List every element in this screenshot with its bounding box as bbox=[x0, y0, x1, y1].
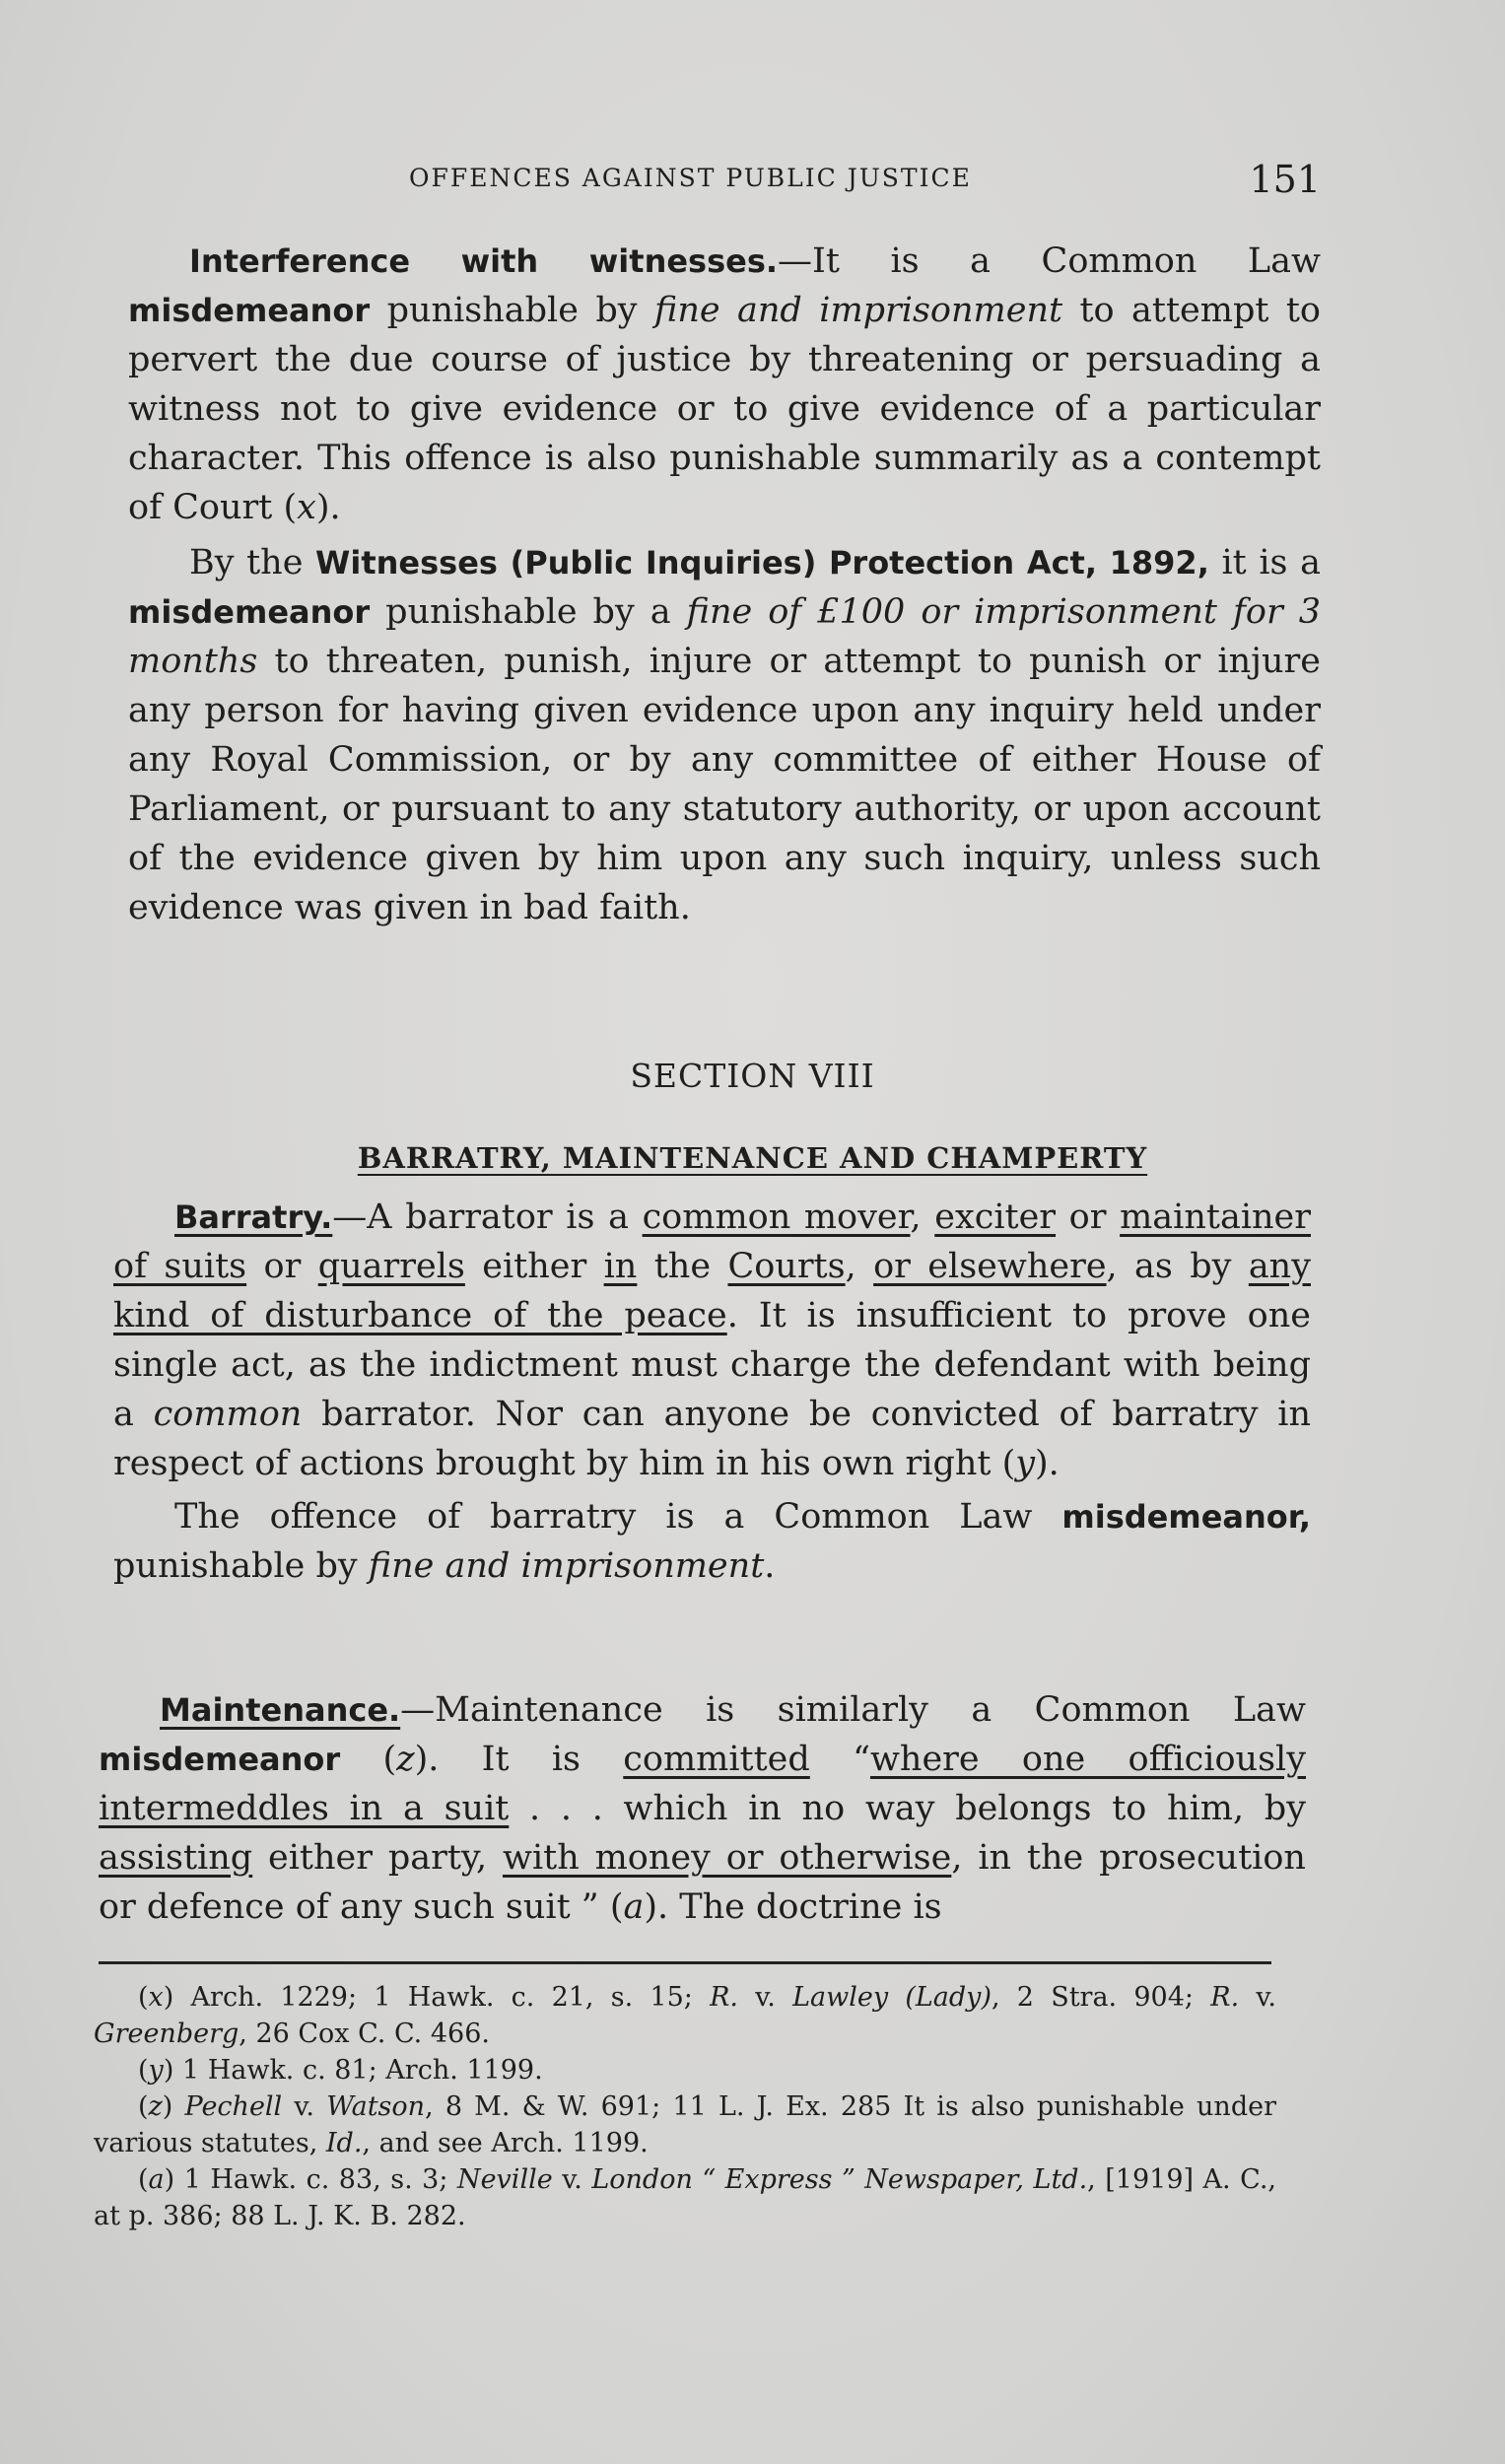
underlined-text: quarrels bbox=[317, 1247, 465, 1286]
italic-text: Neville bbox=[456, 2164, 553, 2195]
italic-text: R. bbox=[710, 1982, 739, 2013]
underlined-text: common mover bbox=[642, 1198, 911, 1237]
footnote bbox=[94, 2161, 1276, 2234]
text-run: “ bbox=[809, 1740, 870, 1779]
text-run: —Maintenance is similarly a Common Law bbox=[400, 1690, 1306, 1730]
paragraph bbox=[128, 538, 1321, 932]
text-run: it is a bbox=[1208, 543, 1321, 582]
text-run: ) 1 Hawk. c. 81; Arch. 1199. bbox=[163, 2055, 543, 2086]
text-run: , as by bbox=[1106, 1247, 1249, 1286]
text-run: or bbox=[1056, 1198, 1121, 1237]
bold-term: misdemeanor bbox=[128, 292, 371, 329]
bold-term: Barratry. bbox=[174, 1198, 333, 1236]
text-run: , [1919] A. C., at p. 386; 88 L. J. K. B. 282. bbox=[94, 2164, 1276, 2231]
paragraph bbox=[128, 237, 1321, 532]
text-run: , bbox=[845, 1247, 874, 1286]
text-run: By the bbox=[189, 543, 316, 582]
witnesses-section bbox=[128, 237, 1321, 932]
text-run: ( bbox=[138, 2091, 149, 2122]
italic-text: Id. bbox=[325, 2128, 363, 2158]
italic-text: y bbox=[148, 2055, 164, 2086]
text-run: to attempt to pervert the due course of justice by threatening or persuading a witness not to give evidence or to give evidence of a particular character. This offence is also punishable summarily as a contempt of Court ( bbox=[128, 291, 1321, 527]
italic-text: Lawley (Lady) bbox=[792, 1982, 992, 2013]
footnote bbox=[94, 1979, 1276, 2052]
underlined-text: any kind of disturbance of the peace bbox=[113, 1247, 1311, 1335]
section-label: SECTION VIII bbox=[630, 1057, 875, 1095]
underlined-text: assisting bbox=[99, 1838, 253, 1878]
text-run: —A barrator is a bbox=[332, 1198, 643, 1237]
text-run: to threaten, punish, injure or attempt to punish or injure any person for having given evidence upon any inquiry held under any Royal Commission, or by any committee of either House of Parliament, or pursuant to any statutory authority, or upon account of the evidence given by him upon any such inquiry, unless such evidence was given in bad faith. bbox=[128, 642, 1321, 927]
text-run: —It is a Common Law bbox=[778, 241, 1321, 281]
paragraph bbox=[113, 1492, 1311, 1591]
text-run: barrator. Nor can anyone be convicted of barratry in respect of actions brought by him in his own right ( bbox=[113, 1395, 1311, 1483]
text-run: , 8 M. & W. 691; 11 L. J. Ex. 285 It is also punishable under various statutes, bbox=[94, 2091, 1276, 2158]
underlined-text: committed bbox=[623, 1740, 810, 1779]
bold-term: misdemeanor, bbox=[1061, 1498, 1311, 1536]
italic-text: x bbox=[148, 1982, 164, 2013]
italic-text: z bbox=[396, 1740, 415, 1779]
text-run: ( bbox=[138, 2055, 149, 2086]
italic-text: fine and imprisonment bbox=[368, 1546, 765, 1586]
italic-text: z bbox=[148, 2091, 163, 2122]
bold-term: Interference with witnesses. bbox=[189, 242, 779, 280]
italic-text: fine and imprisonment bbox=[653, 291, 1063, 330]
italic-text: a bbox=[623, 1887, 645, 1927]
bold-term: Maintenance. bbox=[160, 1691, 401, 1729]
footnote-rule bbox=[99, 1961, 1271, 1964]
text-run: v. bbox=[738, 1982, 793, 2013]
italic-text: Watson bbox=[326, 2091, 426, 2122]
text-run: v. bbox=[1239, 1982, 1277, 2013]
underlined-text: of suits bbox=[113, 1247, 247, 1286]
bold-term: misdemeanor bbox=[99, 1741, 341, 1778]
text-run: ) Arch. 1229; 1 Hawk. c. 21, s. 15; bbox=[163, 1982, 711, 2013]
italic-text: common bbox=[153, 1395, 303, 1434]
text-run: punishable by bbox=[370, 291, 654, 330]
footnotes bbox=[94, 1979, 1276, 2234]
underlined-text: exciter bbox=[934, 1198, 1057, 1237]
text-run: v. bbox=[282, 2091, 327, 2122]
running-header bbox=[138, 158, 1321, 207]
underlined-text: Courts bbox=[727, 1247, 846, 1286]
italic-text: y bbox=[1015, 1444, 1036, 1483]
italic-text: Pechell bbox=[184, 2091, 283, 2122]
italic-text: x bbox=[297, 488, 316, 527]
section-heading-text: BARRATRY, MAINTENANCE AND CHAMPERTY bbox=[357, 1141, 1148, 1175]
text-run: ). The doctrine is bbox=[644, 1887, 942, 1927]
text-run: ( bbox=[340, 1740, 397, 1779]
text-run: , in the prosecution or defence of any such suit ” ( bbox=[99, 1838, 1306, 1927]
text-run: punishable by a bbox=[370, 592, 687, 632]
text-run: either bbox=[464, 1247, 604, 1286]
text-run: ) bbox=[162, 2091, 185, 2122]
text-run: , 2 Stra. 904; bbox=[991, 1982, 1211, 2013]
text-run: ) 1 Hawk. c. 83, s. 3; bbox=[164, 2164, 457, 2195]
text-run: either party, bbox=[252, 1838, 503, 1878]
text-run: v. bbox=[552, 2164, 592, 2195]
text-run: punishable by bbox=[113, 1546, 369, 1586]
maintenance-section bbox=[99, 1685, 1306, 1932]
footnote bbox=[94, 2052, 1276, 2088]
underlined-text: maintainer bbox=[1120, 1198, 1311, 1237]
paragraph bbox=[99, 1685, 1306, 1932]
italic-text: Greenberg bbox=[94, 2019, 239, 2049]
text-run: , bbox=[910, 1198, 935, 1237]
underlined-text: in bbox=[603, 1247, 638, 1286]
text-run: ( bbox=[138, 2164, 149, 2195]
text-run: The offence of barratry is a Common Law bbox=[174, 1497, 1062, 1537]
page-number: 151 bbox=[1249, 158, 1321, 201]
underlined-text: with money or otherwise bbox=[502, 1838, 952, 1878]
text-run: ). bbox=[315, 488, 341, 527]
text-run: the bbox=[637, 1247, 728, 1286]
text-run: ). It is bbox=[414, 1740, 624, 1779]
barratry-section bbox=[113, 1193, 1311, 1591]
underlined-text: where one officiously intermeddles in a suit bbox=[99, 1740, 1307, 1828]
text-run: . bbox=[764, 1546, 776, 1586]
section-heading bbox=[0, 1141, 1505, 1175]
running-title: OFFENCES AGAINST PUBLIC JUSTICE bbox=[409, 164, 972, 192]
text-run: . . . which in no way belongs to him, by bbox=[509, 1789, 1306, 1828]
text-run: , and see Arch. 1199. bbox=[362, 2128, 649, 2158]
bold-term: Witnesses (Public Inquiries) Protection Act, 1892, bbox=[315, 544, 1209, 582]
footnote bbox=[94, 2088, 1276, 2161]
text-run: ). bbox=[1035, 1444, 1060, 1483]
italic-text: London “ Express ” Newspaper, Ltd. bbox=[591, 2164, 1088, 2195]
text-run: . It is insufficient to prove one single act, as the indictment must charge the defendant with being a bbox=[113, 1296, 1311, 1434]
bold-term: misdemeanor bbox=[128, 593, 371, 631]
italic-text: a bbox=[148, 2164, 165, 2195]
text-run: or bbox=[246, 1247, 318, 1286]
paragraph bbox=[113, 1193, 1311, 1488]
underlined-text: or elsewhere bbox=[873, 1247, 1107, 1286]
text-run: , 26 Cox C. C. 466. bbox=[239, 2019, 490, 2049]
italic-text: fine of £100 or imprisonment for 3 months bbox=[128, 592, 1321, 681]
text-run: ( bbox=[138, 1982, 149, 2013]
italic-text: R. bbox=[1210, 1982, 1240, 2013]
